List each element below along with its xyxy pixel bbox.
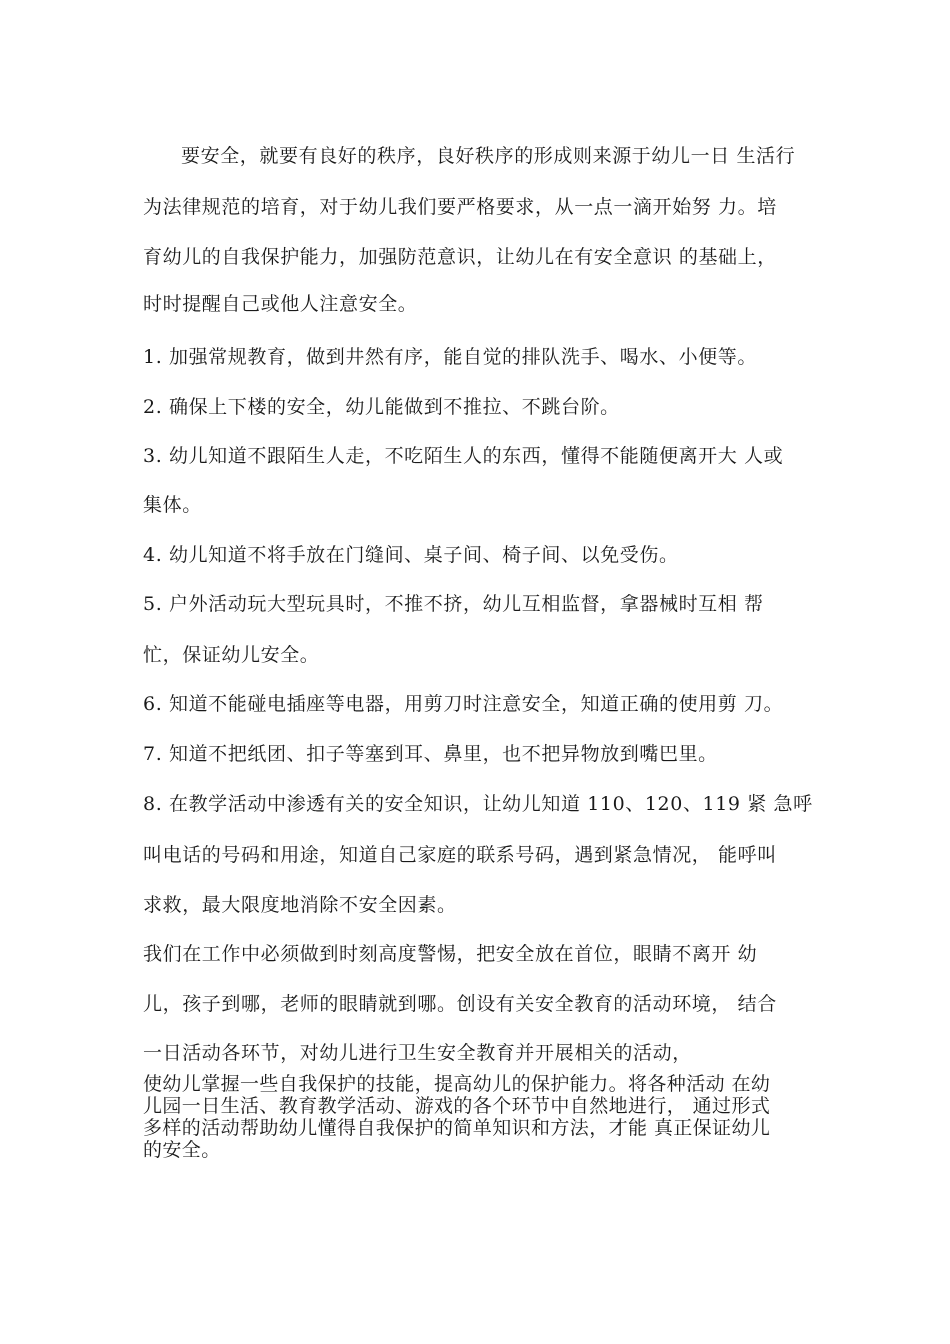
closing-line-3: 一日活动各环节，对幼儿进行卫生安全教育并开展相关的活动， xyxy=(143,1042,692,1064)
item-1: 1. 加强常规教育，做到井然有序，能自觉的排队洗手、喝水、小便等。 xyxy=(143,346,757,368)
closing-line-1: 我们在工作中必须做到时刻高度警惕，把安全放在首位，眼睛不离开 幼 xyxy=(143,943,758,965)
item-5-line-1: 5. 户外活动玩大型玩具时，不推不挤，幼儿互相监督，拿器械时互相 帮 xyxy=(143,593,764,615)
closing-tight-line-4: 的安全。 xyxy=(143,1139,221,1161)
closing-line-2: 儿，孩子到哪，老师的眼睛就到哪。创设有关安全教育的活动环境， 结合 xyxy=(143,993,777,1015)
intro-line-2: 为法律规范的培育，对于幼儿我们要严格要求，从一点一滴开始努 力。培 xyxy=(143,196,777,218)
item-8-line-3: 求救，最大限度地消除不安全因素。 xyxy=(143,894,457,916)
closing-tight-line-3: 多样的活动帮助幼儿懂得自我保护的简单知识和方法，才能 真正保证幼儿 xyxy=(143,1117,771,1139)
item-3-line-1: 3. 幼儿知道不跟陌生人走，不吃陌生人的东西，懂得不能随便离开大 人或 xyxy=(143,445,784,467)
item-7: 7. 知道不把纸团、扣子等塞到耳、鼻里，也不把异物放到嘴巴里。 xyxy=(143,743,718,765)
intro-line-1: 要安全，就要有良好的秩序，良好秩序的形成则来源于幼儿一日 生活行 xyxy=(181,145,796,167)
item-8-line-1: 8. 在教学活动中渗透有关的安全知识，让幼儿知道 110、120、119 紧 急呼 xyxy=(143,793,813,815)
item-2: 2. 确保上下楼的安全，幼儿能做到不推拉、不跳台阶。 xyxy=(143,396,620,418)
closing-paragraph xyxy=(143,1073,813,1161)
intro-line-3: 育幼儿的自我保护能力，加强防范意识，让幼儿在有安全意识 的基础上， xyxy=(143,246,777,268)
item-5-line-2: 忙，保证幼儿安全。 xyxy=(143,644,320,666)
item-4: 4. 幼儿知道不将手放在门缝间、桌子间、椅子间、以免受伤。 xyxy=(143,544,679,566)
closing-tight-line-2: 儿园一日生活、教育教学活动、游戏的各个环节中自然地进行， 通过形式 xyxy=(143,1095,771,1117)
closing-tight-line-1: 使幼儿掌握一些自我保护的技能，提高幼儿的保护能力。将各种活动 在幼 xyxy=(143,1073,771,1095)
item-6: 6. 知道不能碰电插座等电器，用剪刀时注意安全，知道正确的使用剪 刀。 xyxy=(143,693,784,715)
intro-line-4: 时时提醒自己或他人注意安全。 xyxy=(143,293,418,315)
item-8-line-2: 叫电话的号码和用途，知道自己家庭的联系号码，遇到紧急情况， 能呼叫 xyxy=(143,844,777,866)
item-3-line-2: 集体。 xyxy=(143,494,202,516)
